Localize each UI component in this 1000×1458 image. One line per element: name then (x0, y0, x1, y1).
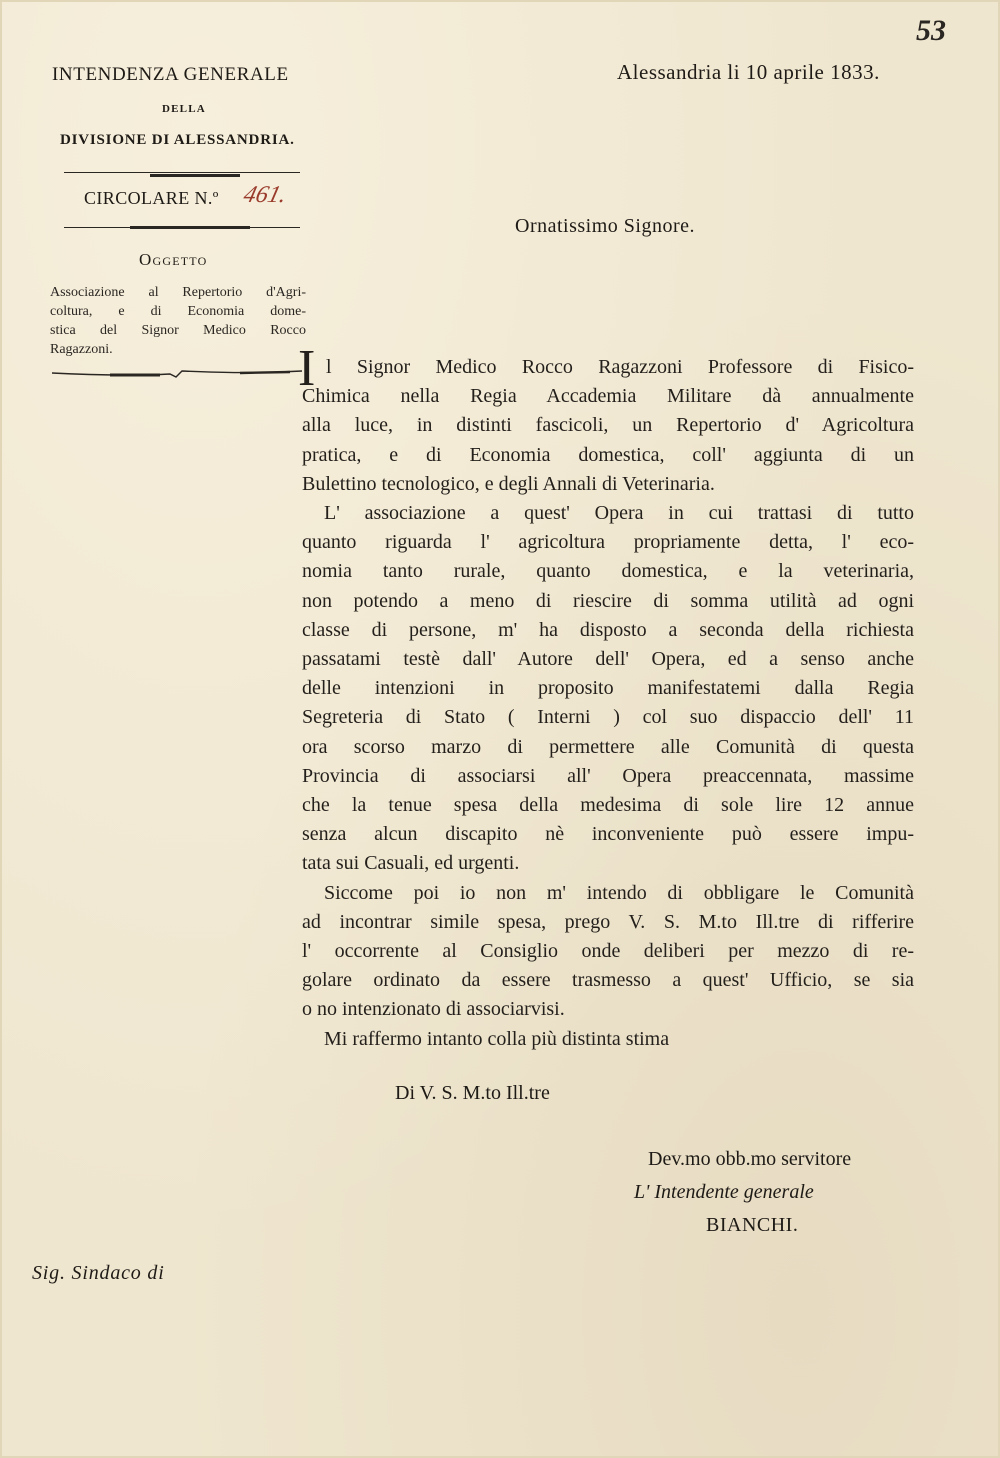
date-line: Alessandria li 10 aprile 1833. (617, 60, 880, 84)
recipient-line: Sig. Sindaco di (32, 1262, 165, 1284)
closing-address: Di V. S. M.to Ill.tre (395, 1082, 550, 1104)
letter-body (298, 340, 914, 1054)
drop-cap: I (298, 340, 316, 397)
closing-title: L' Intendente generale (634, 1181, 814, 1203)
body-line: Segreteria di Stato ( Interni ) col suo dispaccio dell' 11 (302, 706, 914, 729)
ornamental-rule (50, 366, 306, 380)
subject-line: stica del Signor Medico Rocco (50, 323, 306, 338)
body-line: Chimica nella Regia Accademia Militare dà annualmente (302, 385, 914, 408)
body-line: Mi raffermo intanto colla più distinta stima (324, 1027, 670, 1050)
body-line: Siccome poi io non m' intendo di obbligare le Comunità (324, 881, 914, 904)
salutation: Ornatissimo Signore. (515, 215, 695, 237)
divider (130, 226, 250, 229)
signature-name: BIANCHI. (706, 1214, 799, 1236)
body-line: tata sui Casuali, ed urgenti. (302, 852, 520, 875)
circular-number-value: 461. (240, 182, 290, 208)
body-line: quanto riguarda l' agricoltura propriamente detta, l' eco- (302, 531, 914, 554)
office-connector: DELLA (162, 103, 206, 115)
office-division: DIVISIONE DI ALESSANDRIA. (60, 132, 295, 148)
body-line: ora scorso marzo di permettere alle Comunità di questa (302, 735, 914, 758)
body-line: senza alcun discapito nè inconveniente può essere impu- (302, 823, 914, 846)
subject-line: coltura, e di Economia dome- (50, 304, 306, 319)
circular-label: CIRCOLARE N.º (84, 188, 219, 208)
body-line: o no intenzionato di associarvisi. (302, 998, 565, 1021)
body-line: golare ordinato da essere trasmesso a quest' Ufficio, se sia (302, 969, 914, 992)
body-line: delle intenzioni in proposito manifestatemi dalla Regia (302, 677, 914, 700)
body-line: passatami testè dall' Autore dell' Opera, ed a senso anche (302, 648, 914, 671)
subject-heading: Oggetto (139, 250, 208, 269)
office-title: INTENDENZA GENERALE (52, 64, 289, 85)
body-line: l Signor Medico Rocco Ragazzoni Professore di Fisico- (326, 356, 914, 378)
body-line: ad incontrar simile spesa, prego V. S. M.to Ill.tre di rifferire (302, 910, 914, 933)
body-line: alla luce, in distinti fascicoli, un Repertorio d' Agricoltura (302, 414, 914, 437)
closing-servant: Dev.mo obb.mo servitore (648, 1148, 852, 1170)
divider (150, 174, 240, 177)
page-number: 53 (916, 14, 946, 47)
subject-line: Associazione al Repertorio d'Agri- (50, 285, 306, 300)
body-line: pratica, e di Economia domestica, coll' aggiunta di un (302, 443, 914, 466)
body-line: l' occorrente al Consiglio onde deliberi per mezzo di re- (302, 940, 914, 963)
body-line: L' associazione a quest' Opera in cui trattasi di tutto (324, 502, 914, 525)
body-line: Bulettino tecnologico, e degli Annali di Veterinaria. (302, 472, 715, 495)
subject-line: Ragazzoni. (50, 342, 113, 357)
body-line: Provincia di associarsi all' Opera preaccennata, massime (302, 764, 914, 787)
body-line: classe di persone, m' ha disposto a seconda della richiesta (302, 618, 914, 641)
body-line: che la tenue spesa della medesima di sole lire 12 annue (302, 794, 914, 817)
body-line: non potendo a meno di riescire di somma utilità ad ogni (302, 589, 914, 612)
subject-summary (50, 283, 306, 359)
body-line: nomia tanto rurale, quanto domestica, e la veterinaria, (302, 560, 914, 583)
divider (64, 172, 300, 173)
circular-number (240, 182, 290, 209)
